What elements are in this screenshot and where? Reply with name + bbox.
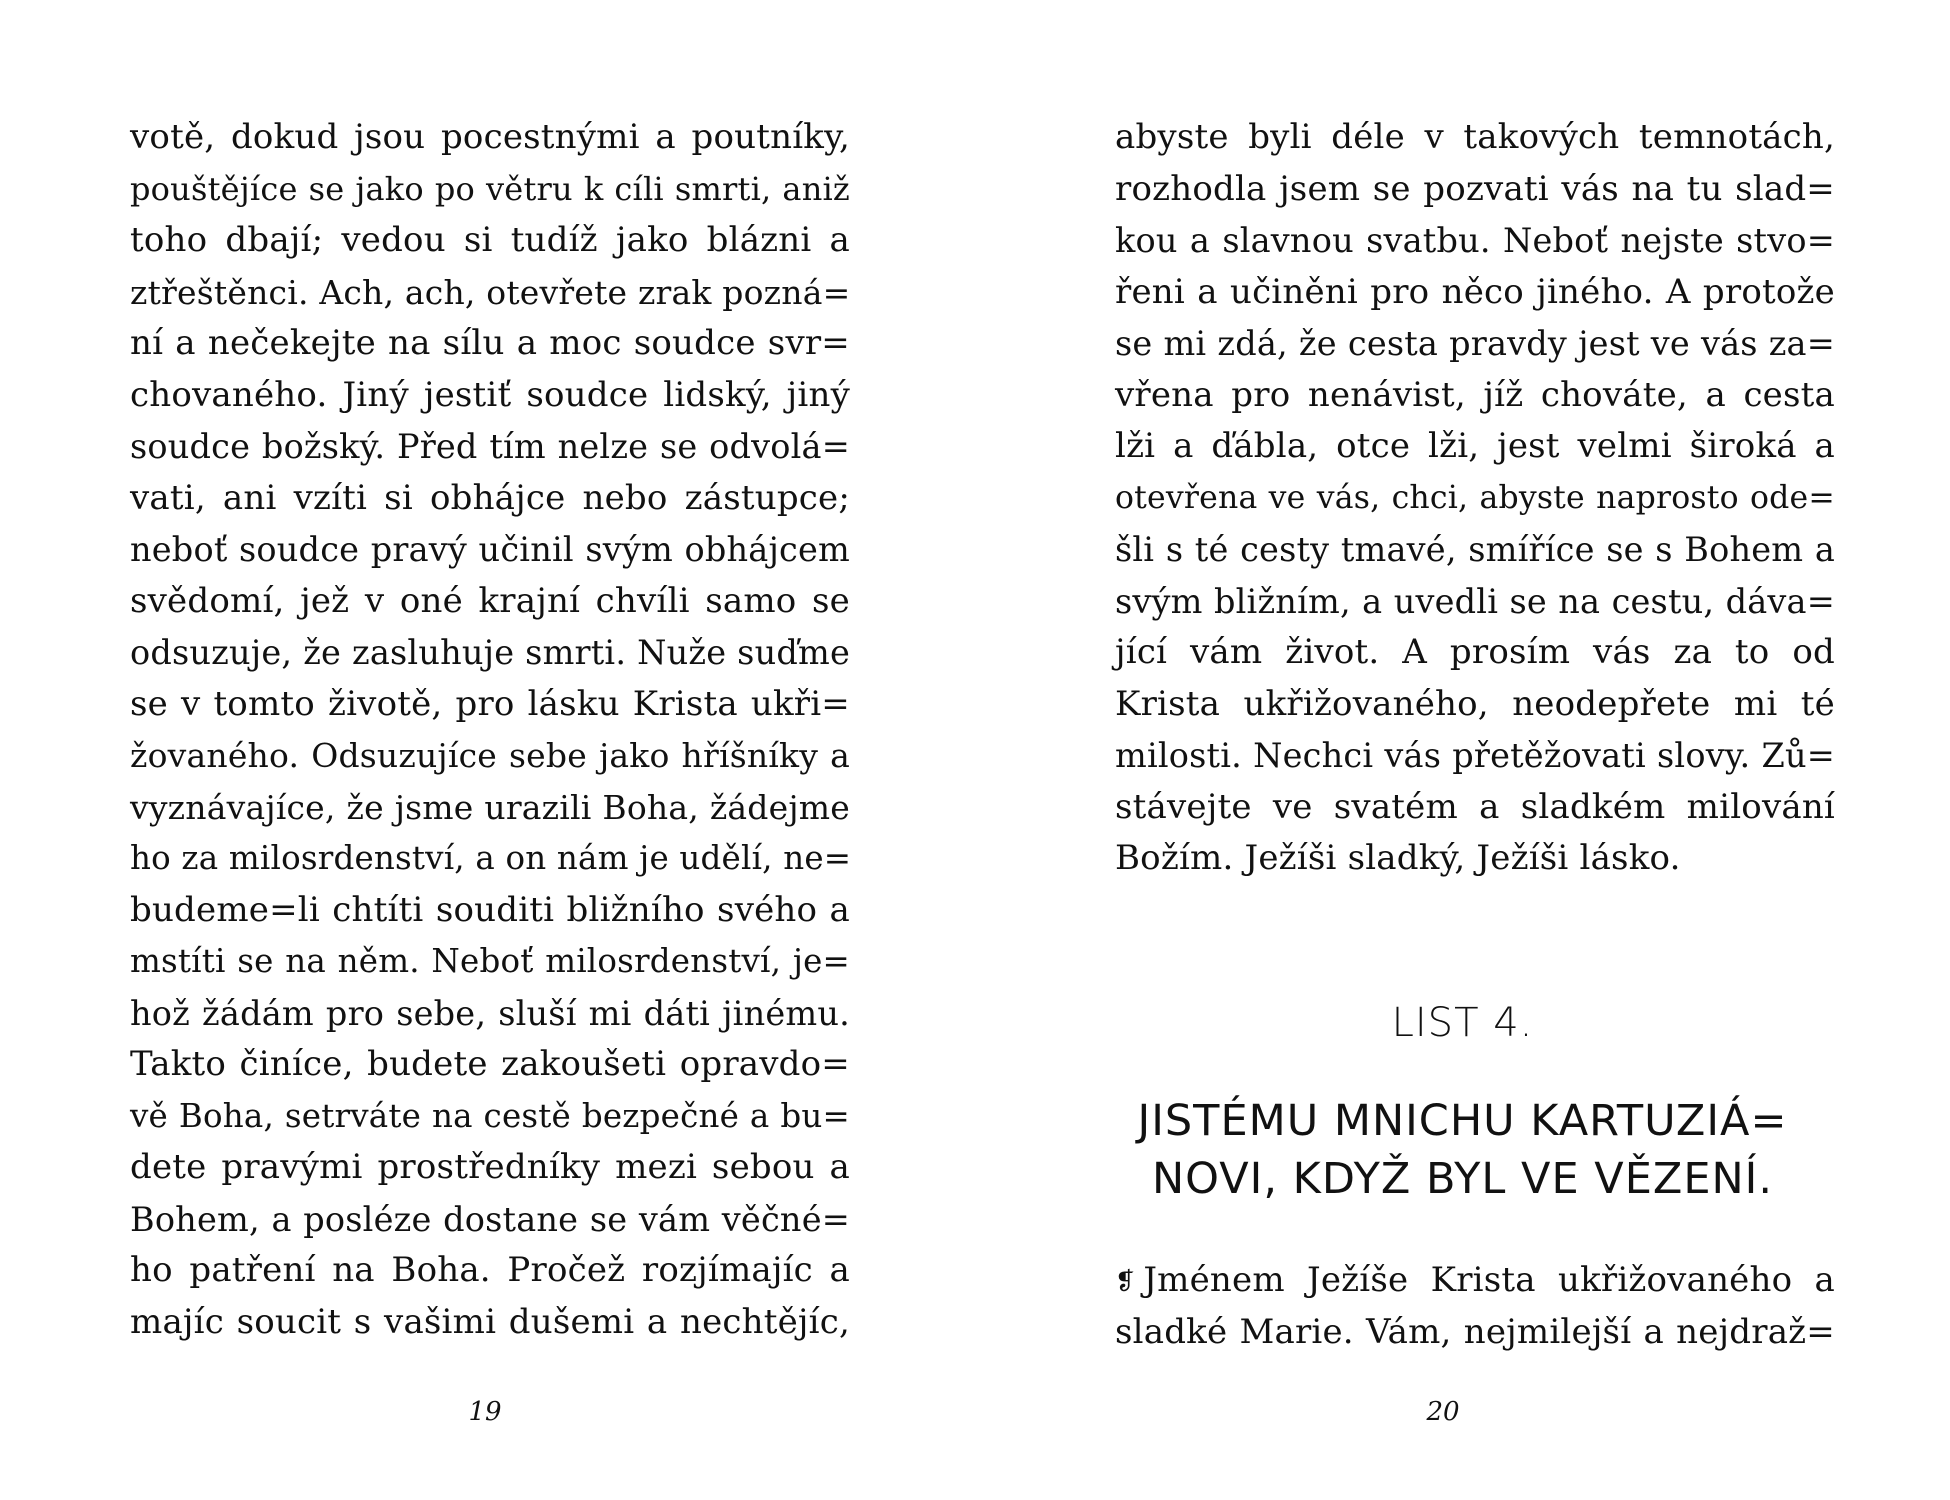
- text-line: jící vám život. A prosím vás za to od: [1115, 632, 1835, 672]
- text-line: ní a nečekejte na sílu a moc soudce svr=: [130, 323, 850, 363]
- text-line: pouštějíce se jako po větru k cíli smrti, aniž: [130, 169, 850, 208]
- text-line: vati, ani vzíti si obhájce nebo zástupce;: [130, 477, 850, 518]
- text-line: otevřena ve vás, chci, abyste naprosto ode=: [1115, 479, 1835, 516]
- text-line: votě, dokud jsou pocestnými a poutníky,: [130, 117, 850, 157]
- left-page-text: [130, 112, 850, 1348]
- text-line: Božím. Ježíši sladký, Ježíši lásko.: [1115, 838, 1681, 878]
- text-line: chovaného. Jiný jestiť soudce lidský, jiný: [130, 374, 850, 415]
- letter-heading: LIST 4.: [1391, 1000, 1534, 1046]
- text-line: stávejte ve svatém a sladkém milování: [1115, 786, 1835, 827]
- text-line: [1115, 1255, 1835, 1307]
- text-line: dete pravými prostředníky mezi sebou a: [130, 1147, 850, 1187]
- text-line: se mi zdá, že cesta pravdy jest ve vás za=: [1115, 324, 1835, 363]
- text-line: abyste byli déle v takových temnotách,: [1115, 117, 1835, 157]
- text-line: milosti. Nechci vás přetěžovati slovy. Zů=: [1115, 736, 1835, 775]
- text-line-content: Jménem Ježíše Krista ukřižovaného a: [1143, 1260, 1835, 1300]
- text-line: soudce božský. Před tím nelze se odvolá=: [130, 427, 850, 466]
- text-line: žovaného. Odsuzujíce sebe jako hříšníky a: [130, 736, 850, 775]
- text-line: Bohem, a posléze dostane se vám věčné=: [130, 1199, 850, 1239]
- letter-title-line: JISTÉMU MNICHU KARTUZIÁ=: [1137, 1096, 1788, 1146]
- text-line: šli s té cesty tmavé, smíříce se s Bohem a: [1115, 530, 1835, 569]
- text-line: neboť soudce pravý učinil svým obhájcem: [130, 530, 850, 569]
- right-page-text: [1115, 112, 1835, 885]
- text-line: Krista ukřižovaného, neodepřete mi té: [1115, 683, 1835, 724]
- text-line: toho dbají; vedou si tudíž jako blázni a: [130, 220, 850, 260]
- text-line: svým bližním, a uvedli se na cestu, dáva=: [1115, 581, 1835, 621]
- text-line: mstíti se na něm. Neboť milosrdenství, je=: [130, 942, 850, 980]
- text-line: vě Boha, setrváte na cestě bezpečné a bu=: [130, 1096, 850, 1135]
- text-line: svědomí, jež v oné krajní chvíli samo se: [130, 580, 850, 621]
- text-line: ho patření na Boha. Pročež rozjímajíc a: [130, 1250, 850, 1290]
- text-line: vyznávajíce, že jsme urazili Boha, žádejme: [130, 787, 850, 827]
- text-line: budeme=li chtíti souditi bližního svého a: [130, 889, 850, 930]
- text-line: sladké Marie. Vám, nejmilejší a nejdraž=: [1115, 1311, 1835, 1352]
- letter-opening-text: [1115, 1255, 1835, 1358]
- text-line: rozhodla jsem se pozvati vás na tu slad=: [1115, 168, 1835, 209]
- pilcrow-icon: ❡: [1115, 1267, 1136, 1296]
- letter-title: [975, 1092, 1950, 1208]
- text-line: odsuzuje, že zasluhuje smrti. Nuže suďme: [130, 633, 850, 672]
- text-line: vřena pro nenávist, jíž chováte, a cesta: [1115, 374, 1835, 415]
- letter-title-line: NOVI, KDYŽ BYL VE VĚZENÍ.: [1151, 1154, 1774, 1204]
- text-line: kou a slavnou svatbu. Neboť nejste stvo=: [1115, 221, 1835, 260]
- text-line: Takto činíce, budete zakoušeti opravdo=: [130, 1044, 850, 1084]
- page-number-left: 19: [468, 1397, 502, 1427]
- text-line: majíc soucit s vašimi dušemi a nechtějíc,: [130, 1301, 850, 1342]
- text-line: lži a ďábla, otce lži, jest velmi široká a: [1115, 426, 1835, 466]
- page-number-right: 20: [1426, 1397, 1460, 1427]
- right-page: [975, 0, 1950, 1500]
- text-line: se v tomto životě, pro lásku Krista ukři=: [130, 683, 850, 724]
- text-line: hož žádám pro sebe, sluší mi dáti jinému.: [130, 993, 850, 1033]
- text-line: ztřeštěnci. Ach, ach, otevřete zrak pozná=: [130, 272, 851, 312]
- text-line: řeni a učiněni pro něco jiného. A protože: [1115, 271, 1835, 312]
- text-line: ho za milosrdenství, a on nám je udělí, ne=: [130, 839, 852, 877]
